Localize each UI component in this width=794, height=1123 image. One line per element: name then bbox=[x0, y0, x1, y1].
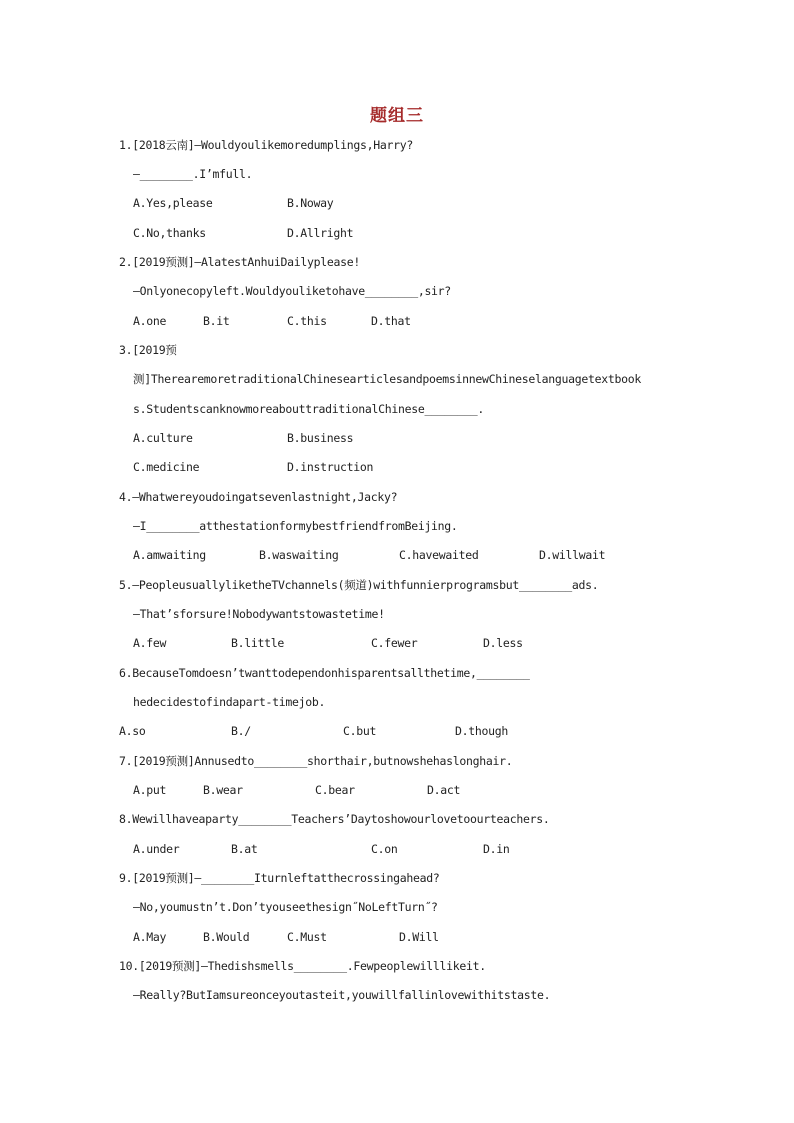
question-8-option-c: C.on bbox=[371, 842, 398, 856]
question-9-option-c: C.Must bbox=[287, 930, 327, 944]
question-8-option-a: A.under bbox=[133, 842, 180, 856]
question-7-option-a: A.put bbox=[133, 783, 167, 797]
question-9-reply: —No,youmustn’t.Don’tyouseethesign˝NoLeftTurn˝? bbox=[133, 900, 438, 914]
question-3-stem-line-1: 3.[2019预 bbox=[119, 343, 177, 357]
question-7-option-d: D.act bbox=[427, 783, 461, 797]
question-3-option-c: C.medicine bbox=[133, 460, 200, 474]
question-5-option-c: C.fewer bbox=[371, 636, 418, 650]
question-1-option-c: C.No,thanks bbox=[133, 226, 206, 240]
question-5-option-b: B.little bbox=[231, 636, 284, 650]
question-8-option-d: D.in bbox=[483, 842, 510, 856]
question-3-stem-line-3: s.StudentscanknowmoreabouttraditionalChinese________. bbox=[133, 402, 485, 416]
question-6-option-d: D.though bbox=[455, 724, 508, 738]
question-5-option-a: A.few bbox=[133, 636, 167, 650]
question-2-option-d: D.that bbox=[371, 314, 411, 328]
question-3-stem-line-2: 测]TherearemoretraditionalChinesearticlesandpoemsinnewChineselanguagetextbook bbox=[133, 372, 641, 386]
question-2-option-c: C.this bbox=[287, 314, 327, 328]
page-title: 题组三 bbox=[370, 106, 424, 126]
question-2-option-a: A.one bbox=[133, 314, 167, 328]
question-2-option-b: B.it bbox=[203, 314, 230, 328]
question-9-option-a: A.May bbox=[133, 930, 167, 944]
question-1-option-a: A.Yes,please bbox=[133, 196, 213, 210]
question-6-stem-line-2: hedecidestofindapart-timejob. bbox=[133, 695, 326, 709]
question-7-option-c: C.bear bbox=[315, 783, 355, 797]
question-4-reply: —I________atthestationformybestfriendfromBeijing. bbox=[133, 519, 458, 533]
question-5-reply: —That’sforsure!Nobodywantstowastetime! bbox=[133, 607, 385, 621]
question-6-stem: 6.BecauseTomdoesn’twanttodependonhisparentsallthetime,________ bbox=[119, 666, 530, 680]
question-4-option-b: B.waswaiting bbox=[259, 548, 339, 562]
question-5-option-d: D.less bbox=[483, 636, 523, 650]
question-6-option-b: B./ bbox=[231, 724, 251, 738]
question-2-reply: —Onlyonecopyleft.Wouldyouliketohave________,sir? bbox=[133, 284, 451, 298]
question-3-option-a: A.culture bbox=[133, 431, 193, 445]
question-2-stem: 2.[2019预测]—AlatestAnhuiDailyplease! bbox=[119, 255, 360, 269]
question-10-reply: —Really?ButIamsureonceyoutasteit,youwillfallinlovewithitstaste. bbox=[133, 988, 551, 1002]
question-6-option-c: C.but bbox=[343, 724, 377, 738]
question-7-option-b: B.wear bbox=[203, 783, 243, 797]
question-4-option-a: A.amwaiting bbox=[133, 548, 206, 562]
question-3-option-b: B.business bbox=[287, 431, 354, 445]
question-9-option-d: D.Will bbox=[399, 930, 439, 944]
question-4-option-c: C.havewaited bbox=[399, 548, 479, 562]
question-1-option-d: D.Allright bbox=[287, 226, 354, 240]
question-6-option-a: A.so bbox=[119, 724, 146, 738]
question-1-reply: —________.I’mfull. bbox=[133, 167, 253, 181]
question-3-option-d: D.instruction bbox=[287, 460, 374, 474]
question-8-stem: 8.Wewillhaveaparty________Teachers’Daytoshowourlovetoourteachers. bbox=[119, 812, 550, 826]
question-10-stem: 10.[2019预测]—Thedishsmells________.Fewpeoplewilllikeit. bbox=[119, 959, 486, 973]
question-4-stem: 4.—Whatwereyoudoingatsevenlastnight,Jacky? bbox=[119, 490, 398, 504]
question-7-stem: 7.[2019预测]Annusedto________shorthair,butnowshehaslonghair. bbox=[119, 754, 513, 768]
question-8-option-b: B.at bbox=[231, 842, 258, 856]
question-1-option-b: B.Noway bbox=[287, 196, 334, 210]
question-9-option-b: B.Would bbox=[203, 930, 250, 944]
question-5-stem: 5.—PeopleusuallyliketheTVchannels(频道)withfunnierprogramsbut________ads. bbox=[119, 578, 599, 592]
question-1-stem: 1.[2018云南]—Wouldyoulikemoredumplings,Harry? bbox=[119, 138, 413, 152]
question-4-option-d: D.willwait bbox=[539, 548, 606, 562]
question-9-stem: 9.[2019预测]—________Iturnleftatthecrossingahead? bbox=[119, 871, 440, 885]
